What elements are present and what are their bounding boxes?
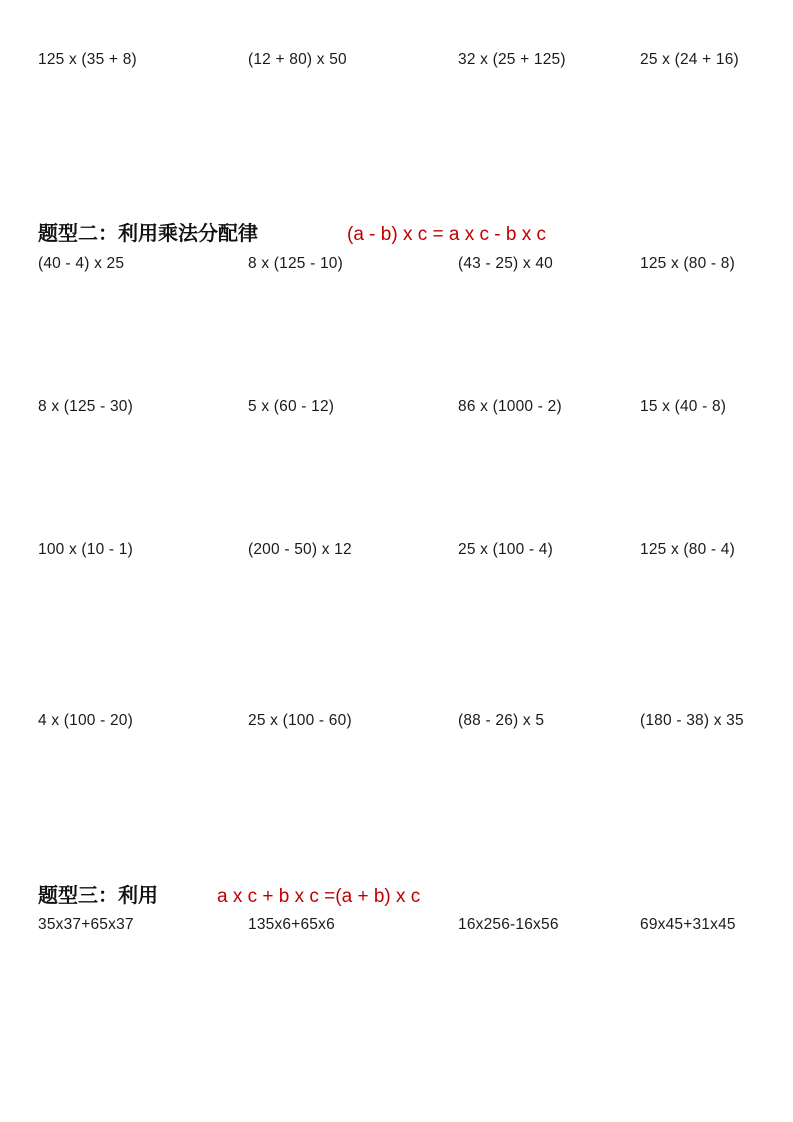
section-heading-two: [0, 221, 793, 251]
problem-row: [0, 915, 793, 939]
section-heading-three: [0, 883, 793, 913]
math-problem: 25 x (100 - 60): [248, 712, 352, 729]
problem-row: [0, 397, 793, 421]
formula-text: a x c + b x c =(a + b) x c: [217, 886, 421, 907]
math-problem: 5 x (60 - 12): [248, 398, 335, 415]
math-problem: 100 x (10 - 1): [38, 541, 133, 558]
math-problem: 25 x (24 + 16): [640, 51, 739, 68]
section-title: 题型二：利用乘法分配律: [38, 223, 258, 245]
math-problem: 86 x (1000 - 2): [458, 398, 562, 415]
math-problem: 35x37+65x37: [38, 916, 134, 933]
math-problem: (40 - 4) x 25: [38, 255, 125, 272]
math-problem: 125 x (80 - 8): [640, 255, 735, 272]
math-problem: 125 x (80 - 4): [640, 541, 735, 558]
math-problem: 16x256-16x56: [458, 916, 559, 933]
problem-row: [0, 254, 793, 278]
math-problem: 8 x (125 - 30): [38, 398, 133, 415]
math-problem: 125 x (35 + 8): [38, 51, 137, 68]
math-problem: 4 x (100 - 20): [38, 712, 133, 729]
math-problem: (43 - 25) x 40: [458, 255, 553, 272]
math-problem: (88 - 26) x 5: [458, 712, 545, 729]
math-problem: 15 x (40 - 8): [640, 398, 727, 415]
math-problem: 135x6+65x6: [248, 916, 335, 933]
math-problem: 25 x (100 - 4): [458, 541, 553, 558]
math-problem: 69x45+31x45: [640, 916, 736, 933]
problem-row: [0, 540, 793, 564]
formula-text: (a - b) x c = a x c - b x c: [347, 224, 547, 245]
math-problem: (12 + 80) x 50: [248, 51, 347, 68]
math-problem: 8 x (125 - 10): [248, 255, 343, 272]
problem-row: [0, 50, 793, 74]
section-title: 题型三：利用: [38, 885, 158, 907]
math-problem: 32 x (25 + 125): [458, 51, 566, 68]
problem-row: [0, 711, 793, 735]
math-problem: (180 - 38) x 35: [640, 712, 744, 729]
math-problem: (200 - 50) x 12: [248, 541, 352, 558]
